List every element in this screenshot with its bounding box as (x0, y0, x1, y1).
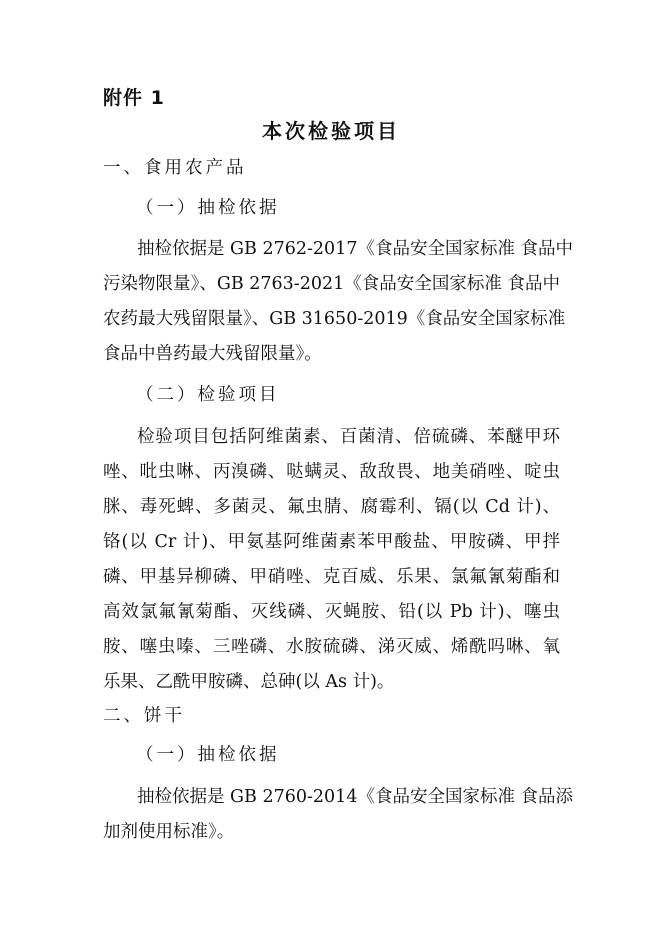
subsection-heading-inspection-items: （二）检验项目 (136, 385, 280, 405)
paragraph-line: 脒、毒死蜱、多菌灵、氟虫腈、腐霉利、镉(以 Cd 计)、 (103, 497, 560, 517)
section-heading-biscuits: 二、饼干 (103, 706, 185, 726)
subsection-heading-sampling-basis: （一）抽检依据 (136, 745, 280, 765)
document-title: 本次检验项目 (262, 119, 400, 143)
subsection-heading-sampling-basis: （一）抽检依据 (136, 198, 280, 218)
attachment-label: 附件 1 (103, 87, 165, 109)
paragraph-line: 污染物限量》、GB 2763-2021《食品安全国家标准 食品中 (103, 274, 560, 294)
paragraph-line: 磷、甲基异柳磷、甲硝唑、克百威、乐果、氯氟氰菊酯和 (103, 567, 560, 587)
paragraph-line: 抽检依据是 GB 2762-2017《食品安全国家标准 食品中 (137, 239, 574, 259)
paragraph-line: 农药最大残留限量》、GB 31650-2019《食品安全国家标准 (103, 309, 566, 329)
paragraph-line: 唑、吡虫啉、丙溴磷、哒螨灵、敌敌畏、地美硝唑、啶虫 (103, 462, 560, 482)
paragraph-line: 加剂使用标准》。 (103, 822, 235, 842)
paragraph-line: 检验项目包括阿维菌素、百菌清、倍硫磷、苯醚甲环 (137, 427, 560, 447)
paragraph-line: 胺、噻虫嗪、三唑磷、水胺硫磷、涕灭威、烯酰吗啉、氧 (103, 637, 560, 657)
paragraph-line: 抽检依据是 GB 2760-2014《食品安全国家标准 食品添 (137, 787, 574, 807)
paragraph-line: 铬(以 Cr 计)、甲氨基阿维菌素苯甲酸盐、甲胺磷、甲拌 (103, 532, 560, 552)
paragraph-line: 高效氯氟氰菊酯、灭线磷、灭蝇胺、铅(以 Pb 计)、噻虫 (103, 602, 560, 622)
section-heading-food-agricultural-products: 一、食用农产品 (103, 158, 247, 178)
paragraph-line: 食品中兽药最大残留限量》。 (103, 344, 322, 364)
paragraph-line: 乐果、乙酰甲胺磷、总砷(以 As 计)。 (103, 672, 395, 692)
